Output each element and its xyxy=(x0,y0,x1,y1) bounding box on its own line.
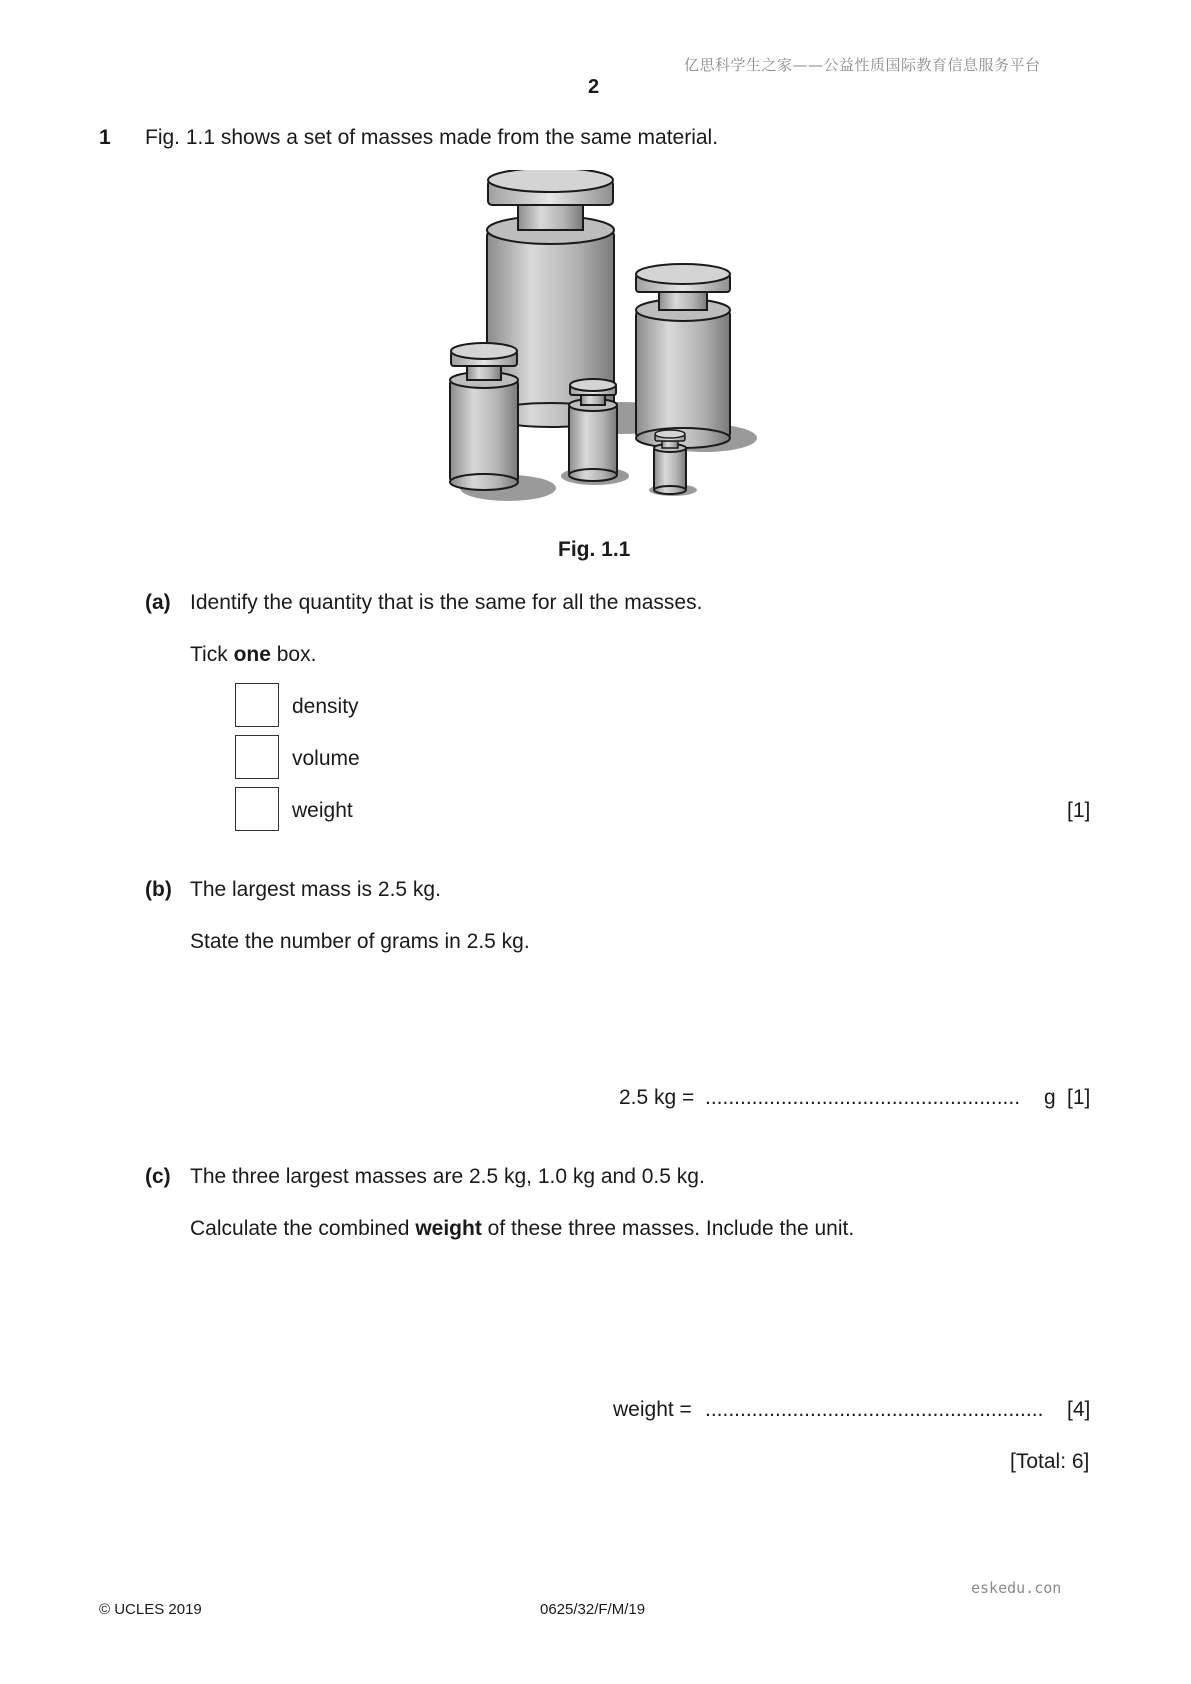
part-b-prompt: State the number of grams in 2.5 kg. xyxy=(190,930,530,953)
masses-figure xyxy=(440,170,760,510)
part-b-marks: [1] xyxy=(1067,1086,1091,1109)
mass-medium xyxy=(636,264,730,448)
checkbox-weight[interactable] xyxy=(235,787,279,831)
footer-copyright: © UCLES 2019 xyxy=(99,1601,202,1618)
checkbox-density[interactable] xyxy=(235,683,279,727)
part-b-answer-prefix: 2.5 kg = xyxy=(619,1086,695,1109)
mass-small xyxy=(569,379,617,481)
part-b-statement: The largest mass is 2.5 kg. xyxy=(190,878,441,901)
watermark-footer: eskedu.con xyxy=(971,1579,1062,1597)
part-b-label: (b) xyxy=(145,878,172,901)
total-marks: [Total: 6] xyxy=(1010,1450,1090,1473)
part-b-answer-field[interactable]: ...................................................... xyxy=(705,1086,1021,1109)
question-number: 1 xyxy=(99,126,111,149)
part-c-answer-prefix: weight = xyxy=(613,1398,692,1421)
watermark-header: 亿思科学生之家——公益性质国际教育信息服务平台 xyxy=(684,56,1041,74)
question-intro: Fig. 1.1 shows a set of masses made from the same material. xyxy=(145,126,719,149)
mass-tiny xyxy=(654,430,686,494)
part-c-answer-field[interactable]: .......................................................... xyxy=(705,1398,1044,1421)
part-c-label: (c) xyxy=(145,1165,171,1188)
part-a-prompt: Identify the quantity that is the same for all the masses. xyxy=(190,591,703,614)
option-weight-label: weight xyxy=(292,799,353,822)
option-volume-label: volume xyxy=(292,747,360,770)
part-a-label: (a) xyxy=(145,591,171,614)
part-b-unit: g xyxy=(1044,1086,1056,1109)
page-number: 2 xyxy=(588,76,600,98)
option-density-label: density xyxy=(292,695,359,718)
part-c-marks: [4] xyxy=(1067,1398,1091,1421)
tick-instruction: Tick one box. xyxy=(190,643,317,666)
part-a-marks: [1] xyxy=(1067,799,1091,822)
checkbox-volume[interactable] xyxy=(235,735,279,779)
figure-caption: Fig. 1.1 xyxy=(558,538,631,561)
part-c-prompt: Calculate the combined weight of these three masses. Include the unit. xyxy=(190,1217,855,1240)
part-c-statement: The three largest masses are 2.5 kg, 1.0 kg and 0.5 kg. xyxy=(190,1165,705,1188)
footer-paper-code: 0625/32/F/M/19 xyxy=(540,1601,646,1618)
mass-left xyxy=(450,343,518,490)
